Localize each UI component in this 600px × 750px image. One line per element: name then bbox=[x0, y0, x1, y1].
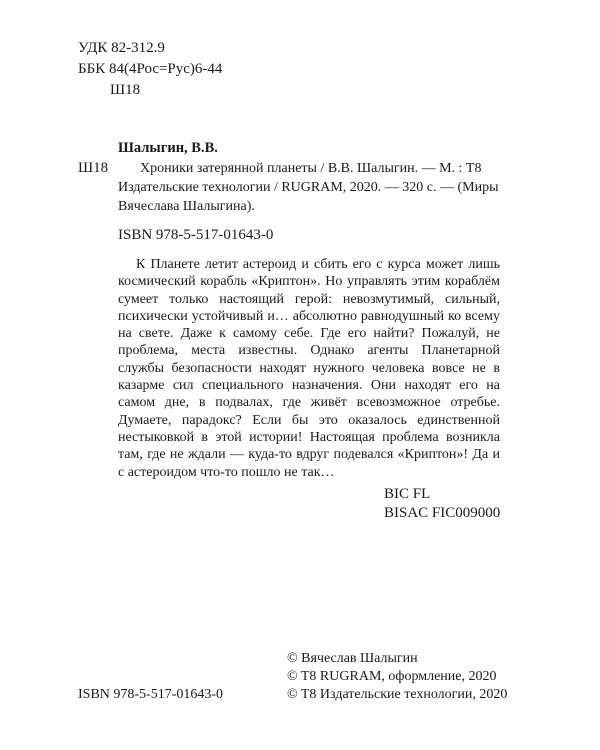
bbk-code: ББК 84(4Рос=Рус)6-44 bbox=[78, 61, 223, 77]
record-mark: Ш18 bbox=[78, 160, 109, 176]
copyright-line: © T8 Издательские технологии, 2020 bbox=[287, 687, 508, 702]
bic-code: BIC FL bbox=[384, 486, 431, 502]
copyright-line: © T8 RUGRAM, оформление, 2020 bbox=[287, 669, 497, 684]
footer-isbn: ISBN 978-5-517-01643-0 bbox=[78, 687, 224, 702]
record-isbn: ISBN 978-5-517-01643-0 bbox=[118, 227, 274, 243]
record-line: Хроники затерянной планеты / В.В. Шалыгин. — М. : T8 bbox=[140, 161, 482, 176]
record-line: Издательские технологии / RUGRAM, 2020. — 320 с. — (Миры bbox=[118, 180, 499, 195]
bisac-code: BISAC FIC009000 bbox=[384, 505, 501, 521]
copyright-line: © Вячеслав Шалыгин bbox=[287, 651, 418, 666]
udk-code: УДК 82-312.9 bbox=[78, 40, 165, 56]
annotation-text: К Планете летит астероид и сбить его с курса может лишь космический корабль «Криптон». Но управлять этим кораблём сумеет только настоящий герой: невозмутимый, сильный, психически устойчивый и… абсолютно равнодушный ко всему на свете. Даже к самому себе. Где его найти? Пожалуй, не проблема, места известны. Однако агенты Планетарной службы безопасности находят нужного человека вовсе не в казарме сил специального назначения. Они находят его на самом дне, в подвалах, где живёт всевозможное отребье. Думаете, парадокс? Если бы это оказалось единственной нестыковкой в этой истории! Настоящая проблема возникла там, где не ждали — куда-то вдруг подевался «Криптон»! Да и с астероидом что-то пошло не так… bbox=[118, 257, 500, 480]
record-author: Шалыгин, В.В. bbox=[118, 140, 218, 156]
author-mark: Ш18 bbox=[110, 82, 141, 98]
record-line: Вячеслава Шалыгина). bbox=[118, 199, 255, 214]
